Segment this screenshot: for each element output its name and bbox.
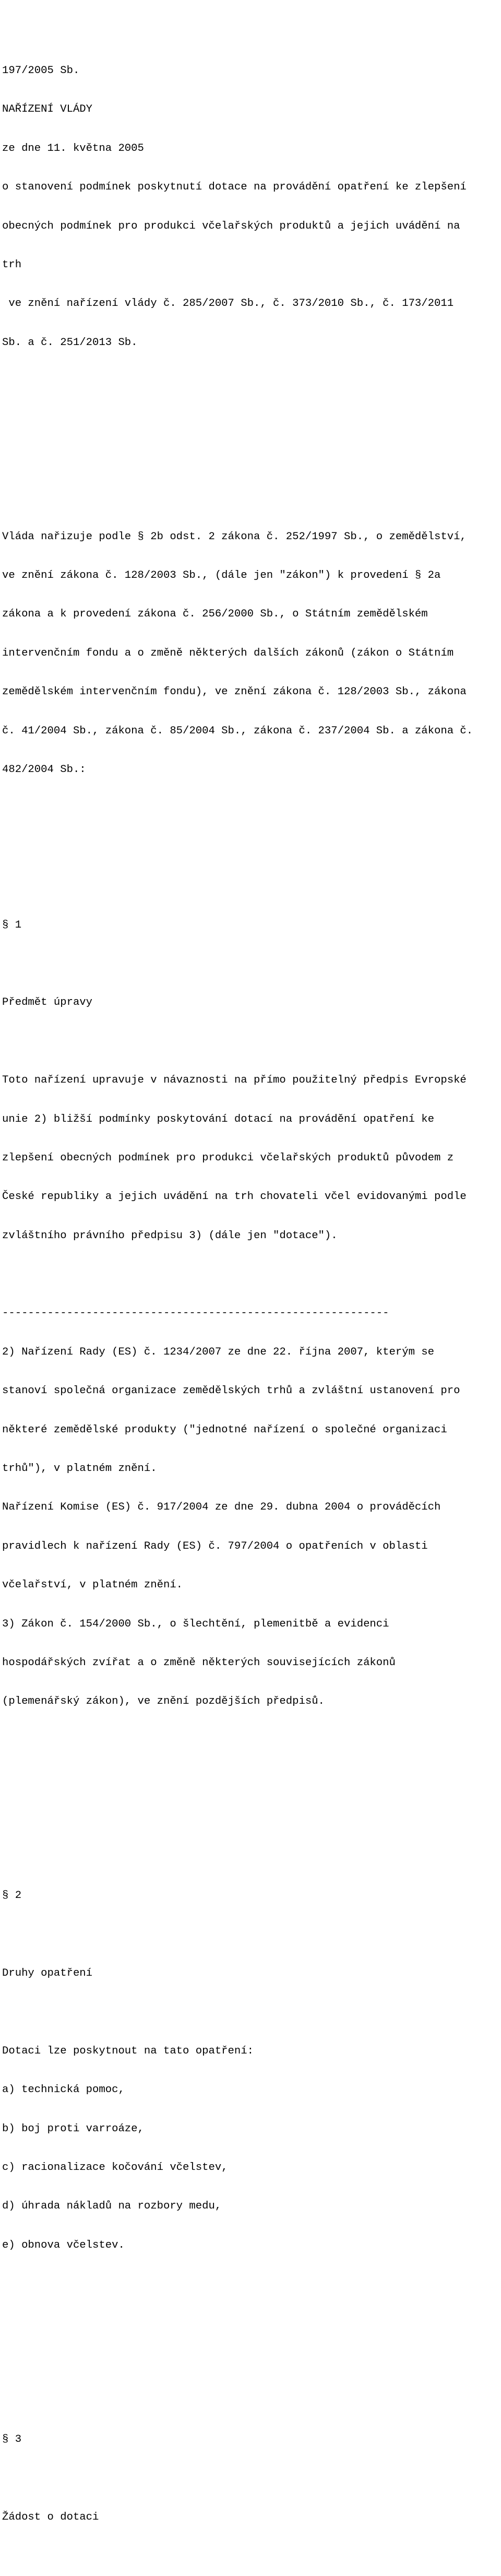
header-line: o stanovení podmínek poskytnutí dotace na provádění opatření ke zlepšení [2, 181, 467, 194]
section-number: § 1 [2, 919, 22, 931]
section-number: § 2 [2, 1890, 22, 1902]
footnote-separator: ------------------------------------------------------------ [2, 1307, 389, 1320]
section-number: § 3 [2, 2433, 22, 2446]
section-body-line: zlepšení obecných podmínek pro produkci včelařských produktů původem z [2, 1152, 454, 1164]
spacer [2, 2007, 498, 2020]
spacer [2, 1036, 498, 1049]
footnote-line: včelařství, v platném znění. [2, 1579, 183, 1592]
list-item: c) racionalizace kočování včelstev, [2, 2162, 228, 2174]
spacer [2, 1773, 498, 1786]
section-1 [2, 893, 498, 1735]
legal-document [2, 0, 498, 2576]
section-title: Žádost o dotaci [2, 2511, 99, 2523]
header-line: Sb. a č. 251/2013 Sb. [2, 336, 138, 349]
spacer [2, 453, 498, 466]
preamble-line: 482/2004 Sb.: [2, 764, 86, 776]
spacer [2, 958, 498, 971]
header-line: ve znění nařízení vlády č. 285/2007 Sb., č. 373/2010 Sb., č. 173/2011 [2, 298, 454, 310]
footnote-line: stanoví společná organizace zemědělských trhů a zvláštní ustanovení pro [2, 1385, 460, 1397]
spacer [2, 1929, 498, 1942]
section-body-line: Toto nařízení upravuje v návaznosti na přímo použitelný předpis Evropské [2, 1074, 467, 1087]
footnote-line: (plemenářský zákon), ve znění pozdějších předpisů. [2, 1695, 325, 1708]
preamble-line: zemědělském intervenčním fondu), ve znění zákona č. 128/2003 Sb., zákona [2, 686, 467, 698]
spacer [2, 2356, 498, 2369]
section-body-line: České republiky a jejich uvádění na trh chovateli včel evidovanými podle [2, 1191, 467, 1203]
footnote-line: 2) Nařízení Rady (ES) č. 1234/2007 ze dne 22. října 2007, kterým se [2, 1346, 435, 1358]
section-title: Druhy opatření [2, 1967, 93, 1980]
footnote-line: hospodářských zvířat a o změně některých souvisejících zákonů [2, 1657, 396, 1669]
section-3 [2, 2407, 498, 2550]
footnote-line: trhů"), v platném znění. [2, 1463, 157, 1475]
document-header [2, 39, 498, 375]
footnote-line: pravidlech k nařízení Rady (ES) č. 797/2004 o opatřeních v oblasti [2, 1540, 428, 1552]
spacer [2, 1268, 498, 1281]
preamble-line: ve znění zákona č. 128/2003 Sb., (dále jen "zákon") k provedení § 2a [2, 569, 441, 582]
header-line: obecných podmínek pro produkci včelařských produktů a jejich uvádění na [2, 220, 460, 232]
spacer [2, 414, 498, 428]
header-line: NAŘÍZENÍ VLÁDY [2, 103, 93, 116]
spacer [2, 2317, 498, 2330]
preamble-line: Vláda nařizuje podle § 2b odst. 2 zákona č. 252/1997 Sb., o zemědělství, [2, 530, 467, 543]
footnote-line: některé zemědělské produkty ("jednotné nařízení o společné organizaci [2, 1423, 447, 1436]
header-line: ze dne 11. května 2005 [2, 142, 144, 155]
section-body-line: unie 2) bližší podmínky poskytování dotací na provádění opatření ke [2, 1113, 435, 1125]
preamble-line: zákona a k provedení zákona č. 256/2000 Sb., o Státním zemědělském [2, 608, 428, 621]
footnote-line: Nařízení Komise (ES) č. 917/2004 ze dne 29. dubna 2004 o prováděcích [2, 1501, 441, 1514]
list-item: d) úhrada nákladů na rozbory medu, [2, 2200, 222, 2213]
footnote-line: 3) Zákon č. 154/2000 Sb., o šlechtění, plemenitbě a evidenci [2, 1618, 389, 1630]
preamble [2, 505, 498, 802]
spacer [2, 1812, 498, 1825]
header-line: trh [2, 258, 22, 271]
spacer [2, 841, 498, 854]
preamble-line: č. 41/2004 Sb., zákona č. 85/2004 Sb., zákona č. 237/2004 Sb. a zákona č. [2, 725, 473, 737]
section-2 [2, 1864, 498, 2278]
list-item: e) obnova včelstev. [2, 2239, 125, 2251]
header-line: 197/2005 Sb. [2, 64, 80, 77]
section-body-line: zvláštního právního předpisu 3) (dále jen "dotace"). [2, 1229, 338, 1242]
spacer [2, 2472, 498, 2485]
section-intro: Dotaci lze poskytnout na tato opatření: [2, 2045, 254, 2057]
list-item: b) boj proti varroáze, [2, 2122, 144, 2135]
preamble-line: intervenčním fondu a o změně některých dalších zákonů (zákon o Státním [2, 647, 454, 659]
section-title: Předmět úpravy [2, 996, 93, 1009]
list-item: a) technická pomoc, [2, 2084, 125, 2096]
